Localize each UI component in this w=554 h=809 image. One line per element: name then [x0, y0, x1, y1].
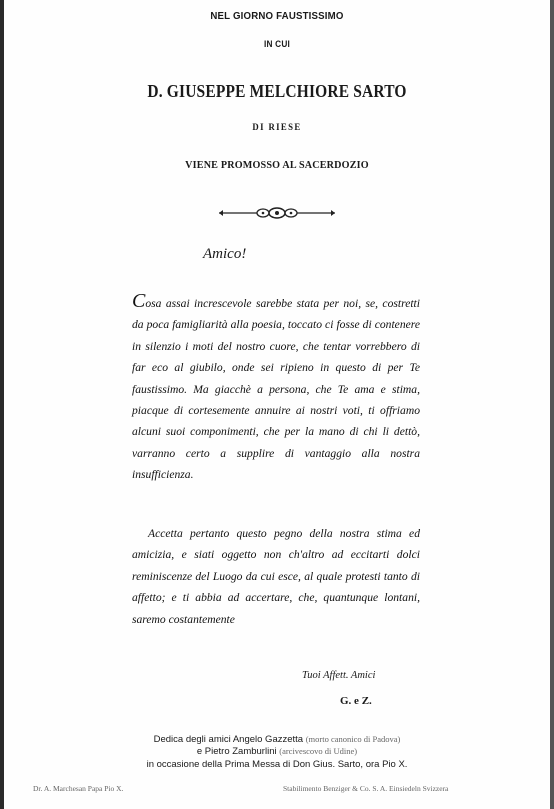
header-line-1: NEL GIORNO FAUSTISSIMO [210, 10, 344, 22]
drop-cap: C [132, 290, 146, 312]
footer-right: Stabilimento Benziger & Co. S. A. Einsiedeln Svizzera [283, 784, 449, 793]
dedication-line-3: in occasione della Prima Messa di Don Gius. Sarto, ora Pio X. [146, 759, 408, 770]
footer-left: Dr. A. Marchesan Papa Pio X. [33, 784, 124, 793]
body-paragraph-2 [132, 523, 420, 630]
header-line-2: IN CUI [264, 39, 290, 49]
page-edge-right [550, 0, 554, 809]
closing: Tuoi Affett. Amici [302, 670, 376, 681]
dedication-line-2-main: e Pietro Zamburlini [196, 746, 277, 757]
salutation: Amico! [203, 246, 247, 262]
page-edge-left [0, 0, 4, 809]
dedication-line-2 [0, 745, 554, 758]
scroll-ornament-icon [217, 205, 337, 221]
dedication-line-1-note: (morto canonico di Padova) [305, 734, 401, 744]
paragraph-1-text: osa assai increscevole sarebbe stata per noi, se, costretti da poca famigliarità alla poesia, toccato ci fosse di contenere in silenzio i moti del nostro cuore, che tentar vorrebbero di far eco al giubilo, onde sei ripieno in questo di per Te faustissimo. Ma giacchè a persona, che Te ama e stima, piacque di cortesemente annuire ai nostri voti, ti offriamo alcuni suoi componimenti, che per la mano di chi li dettò, varranno certo a supplire di vantaggio alla nostra insufficienza. [132, 297, 420, 482]
signature-initials: G. e Z. [340, 695, 372, 707]
header-line-4: DI RIESE [252, 123, 302, 133]
paragraph-2-text: Accetta pertanto questo pegno della nostra stima ed amicizia, e siati oggetto non ch'altro ad eccitarti dolci reminiscenze del Luogo da cui esce, al quale protesti tanto di affetto; e ti abbia ad accertare, che, quantunque lontani, saremo costantemente [132, 527, 420, 626]
body-paragraph-1 [132, 291, 420, 486]
dedication-line-2-note: (arcivescovo di Udine) [279, 746, 358, 756]
header-line-5: VIENE PROMOSSO AL SACERDOZIO [185, 159, 369, 171]
dedication-line-1-main: Dedica degli amici Angelo Gazzetta [153, 734, 304, 745]
header-name: D. GIUSEPPE MELCHIORE SARTO [147, 81, 407, 101]
